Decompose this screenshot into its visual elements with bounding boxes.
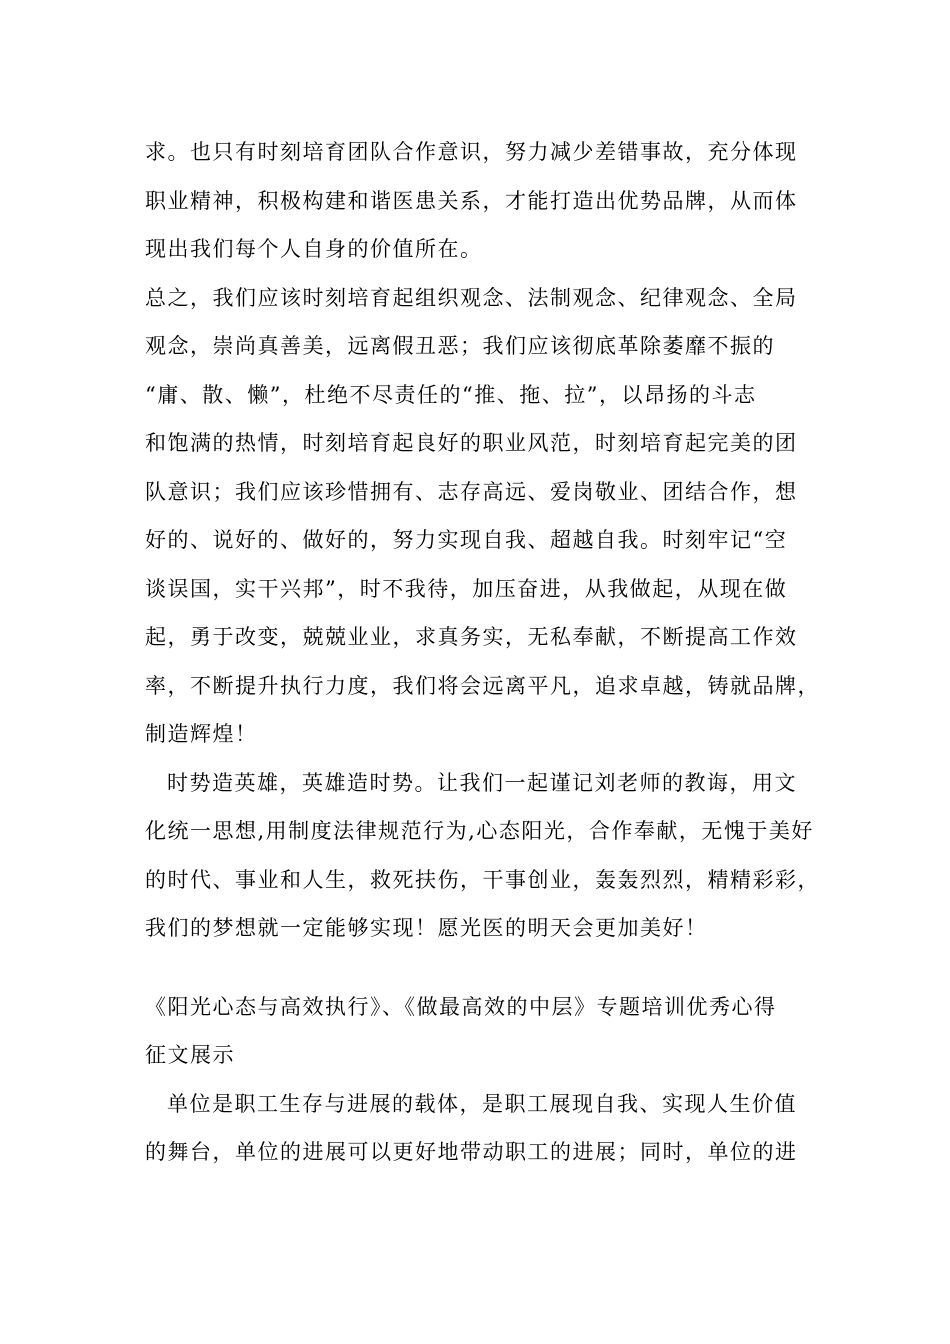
text-line: 求。也只有时刻培育团队合作意识，努力减少差错事故，充分体现 bbox=[145, 140, 798, 164]
text-line: 时势造英雄，英雄造时势。让我们一起谨记刘老师的教诲，用文 bbox=[167, 770, 797, 795]
text-line: 我们的梦想就一定能够实现！愿光医的明天会更加美好！ bbox=[145, 916, 708, 940]
text-line: 起，勇于改变，兢兢业业，求真务实，无私奉献，不断提高工作效 bbox=[145, 625, 798, 649]
heading-line: 征文展示 bbox=[145, 1043, 235, 1067]
text-line: 的时代、事业和人生，救死扶伤，干事创业，轰轰烈烈，精精彩彩， bbox=[145, 867, 820, 892]
paragraph-1 bbox=[145, 128, 825, 274]
document-body bbox=[145, 128, 825, 1177]
text-line: “庸、散、懒”，杜绝不尽责任的“推、拖、拉”，以昂扬的斗志 bbox=[145, 382, 757, 407]
paragraph-2 bbox=[145, 274, 825, 759]
text-line: 率，不断提升执行力度，我们将会远离平凡，追求卓越，铸就品牌， bbox=[145, 673, 820, 698]
text-line: 单位是职工生存与进展的载体，是职工展现自我、实现人生价值 bbox=[167, 1091, 797, 1116]
text-line: 和饱满的热情，时刻培育起良好的职业风范，时刻培育起完美的团 bbox=[145, 431, 798, 455]
text-line: 队意识；我们应该珍惜拥有、志存高远、爱岗敬业、团结合作，想 bbox=[145, 479, 798, 504]
text-line: 观念，崇尚真善美，远离假丑恶；我们应该彻底革除萎靡不振的 bbox=[145, 334, 775, 358]
text-line: 化统一思想,用制度法律规范行为,心态阳光，合作奉献，无愧于美好 bbox=[145, 819, 814, 843]
section-gap bbox=[145, 953, 825, 983]
text-line: 的舞台，单位的进展可以更好地带动职工的进展；同时，单位的进 bbox=[145, 1140, 798, 1164]
paragraph-4 bbox=[145, 1080, 825, 1177]
text-line: 总之，我们应该时刻培育起组织观念、法制观念、纪律观念、全局 bbox=[145, 285, 798, 310]
text-line: 现出我们每个人自身的价值所在。 bbox=[145, 237, 483, 261]
text-line: 职业精神，积极构建和谐医患关系，才能打造出优势品牌，从而体 bbox=[145, 188, 798, 213]
paragraph-3 bbox=[145, 759, 825, 953]
section-heading bbox=[145, 983, 825, 1080]
text-line: 好的、说好的、做好的，努力实现自我、超越自我。时刻牢记“空 bbox=[145, 528, 788, 552]
text-line: 谈误国，实干兴邦”，时不我待，加压奋进，从我做起，从现在做 bbox=[145, 576, 788, 601]
text-line: 制造辉煌！ bbox=[145, 722, 258, 746]
heading-line: 《阳光心态与高效执行》、《做最高效的中层》专题培训优秀心得 bbox=[145, 994, 777, 1019]
